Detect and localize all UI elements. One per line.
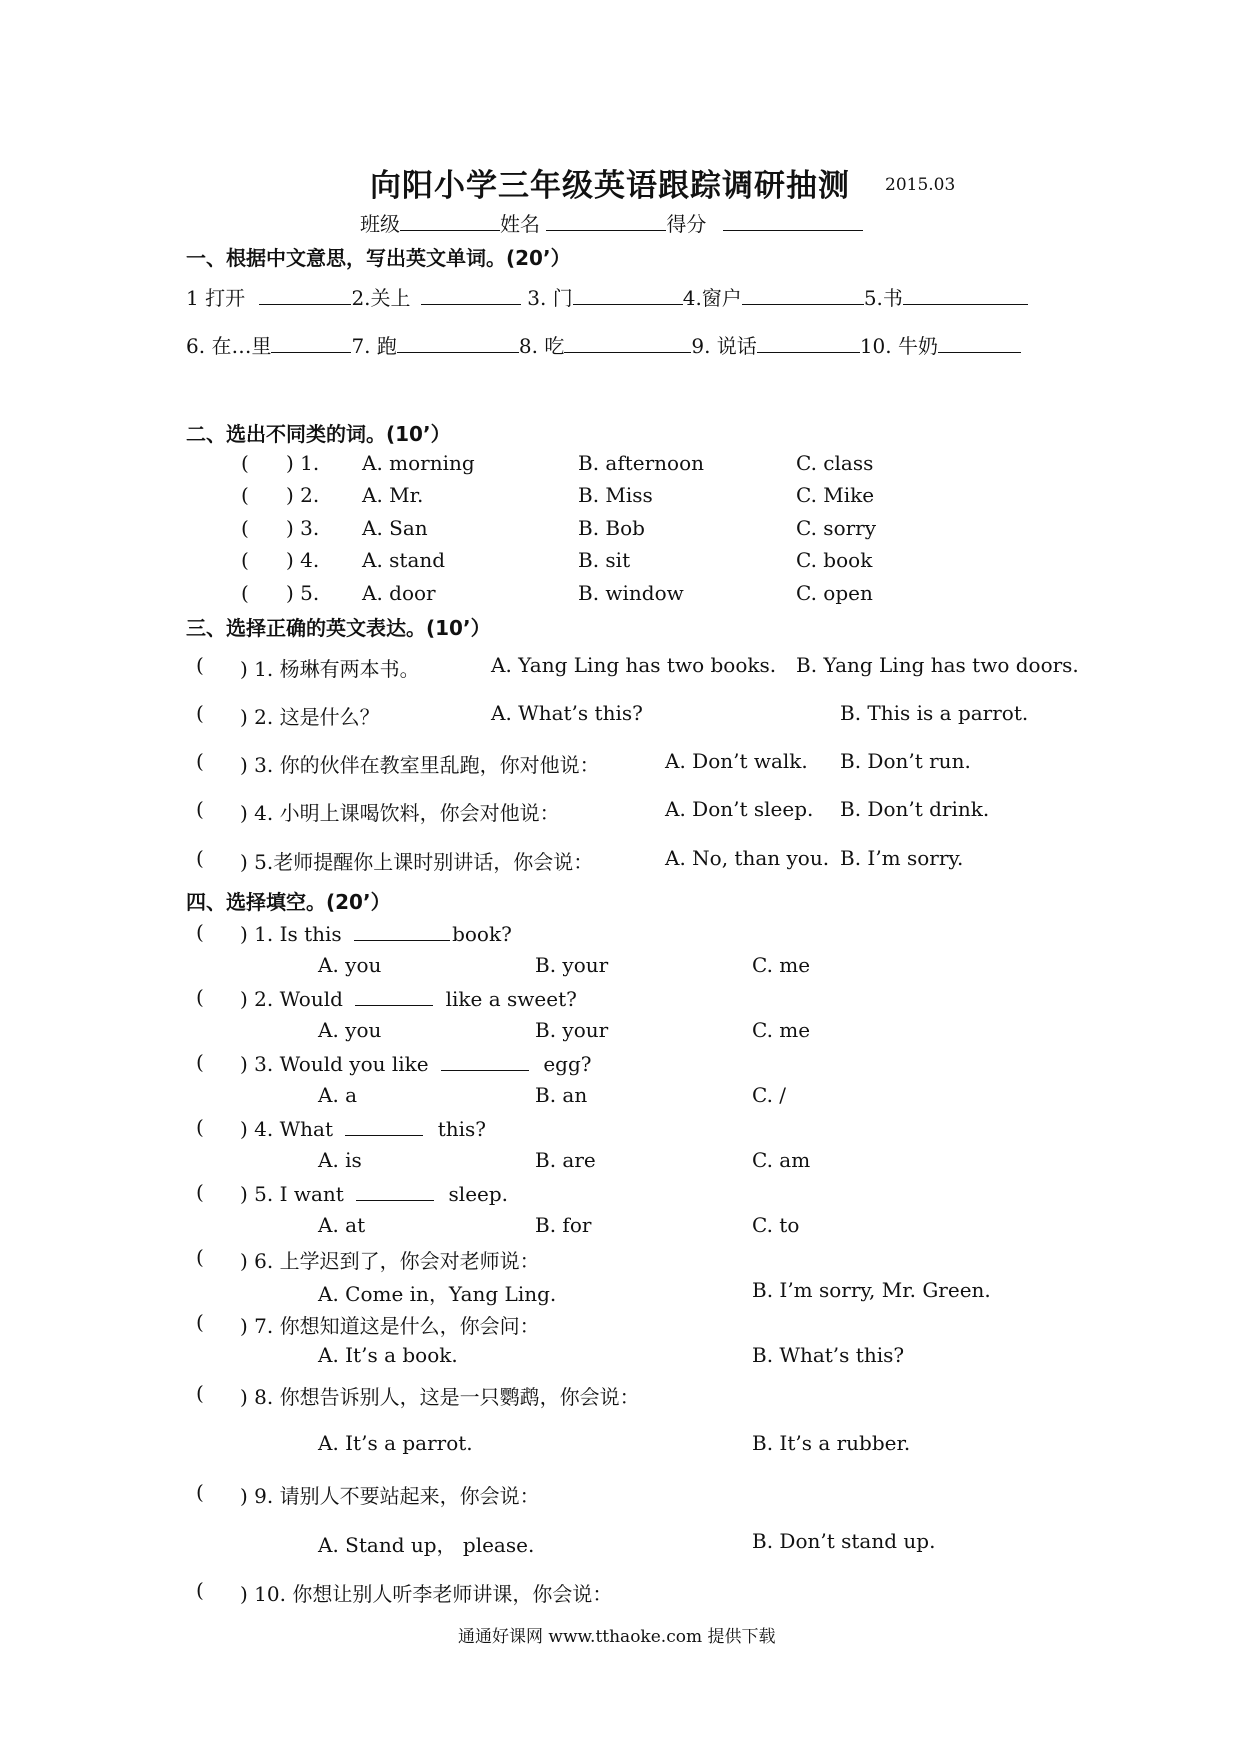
exam-date: 2015.03	[885, 175, 956, 195]
s2-paren[interactable]: (	[241, 483, 249, 507]
vocab-item-1: 1 打开	[186, 286, 246, 310]
s2-option-b: B. sit	[578, 548, 631, 572]
vocab-item-8: 8. 吃	[518, 334, 565, 358]
s4-paren[interactable]: (	[196, 985, 204, 1009]
s3-option-b: B. Don’t drink.	[840, 797, 990, 821]
vocab-item-3: 3. 门	[527, 286, 573, 310]
s2-num-4: ) 4.	[286, 548, 320, 572]
vocab-item-6: 6. 在…里	[186, 334, 272, 358]
s3-option-b: B. Don’t run.	[840, 749, 971, 773]
vocab-blank-5[interactable]	[903, 284, 1028, 305]
vocab-blank-3[interactable]	[573, 284, 683, 305]
vocab-row-1	[186, 282, 1028, 311]
section-3-heading: 三、选择正确的英文表达。(10’）	[186, 616, 491, 640]
s4-option-a: A. you	[318, 953, 382, 977]
s2-paren[interactable]: (	[241, 516, 249, 540]
s2-option-c: C. class	[796, 451, 874, 475]
vocab-blank-6[interactable]	[271, 332, 351, 353]
s4-paren[interactable]: (	[196, 1115, 204, 1139]
section-4-heading: 四、选择填空。(20’）	[186, 890, 391, 914]
s4-option-a: A. Come in，Yang Ling.	[318, 1282, 557, 1306]
s4-question-5	[240, 1180, 508, 1206]
s4-question-7: ) 7. 你想知道这是什么，你会问：	[240, 1314, 540, 1338]
s3-question-5: ) 5.老师提醒你上课时别讲话，你会说：	[240, 850, 594, 874]
vocab-blank-4[interactable]	[742, 284, 864, 305]
name-field[interactable]	[546, 210, 666, 231]
s4-q2-prefix: ) 2. Would	[240, 987, 343, 1011]
s4-q2-suffix: like a sweet?	[445, 987, 577, 1011]
s2-paren[interactable]: (	[241, 548, 249, 572]
s4-option-b: B. for	[535, 1213, 592, 1237]
vocab-item-9: 9. 说话	[691, 334, 757, 358]
name-label: 姓名	[500, 212, 540, 236]
s4-question-1	[240, 920, 512, 946]
s2-paren[interactable]: (	[241, 451, 249, 475]
vocab-item-7: 7. 跑	[351, 334, 397, 358]
s3-option-b: B. This is a parrot.	[840, 701, 1029, 725]
s2-option-b: B. Miss	[578, 483, 653, 507]
s4-option-c: C. me	[752, 1018, 811, 1042]
s3-paren[interactable]: (	[196, 846, 204, 870]
s4-question-10: ) 10. 你想让别人听李老师讲课，你会说：	[240, 1582, 613, 1606]
s4-q3-suffix: egg?	[543, 1052, 592, 1076]
s3-paren[interactable]: (	[196, 797, 204, 821]
s4-q4-blank[interactable]	[345, 1115, 423, 1136]
s3-paren[interactable]: (	[196, 749, 204, 773]
s4-q1-blank[interactable]	[354, 920, 450, 941]
s4-question-9: ) 9. 请别人不要站起来，你会说：	[240, 1484, 540, 1508]
s4-option-a: A. Stand up， please.	[318, 1533, 535, 1557]
s3-question-2: ) 2. 这是什么？	[240, 705, 380, 729]
vocab-item-5: 5.书	[863, 286, 903, 310]
s4-paren[interactable]: (	[196, 1310, 204, 1334]
s3-paren[interactable]: (	[196, 653, 204, 677]
s4-option-b: B. Don’t stand up.	[752, 1529, 936, 1553]
s2-num-3: ) 3.	[286, 516, 320, 540]
score-field[interactable]	[723, 210, 863, 231]
s4-option-a: A. you	[318, 1018, 382, 1042]
s2-option-a: A. San	[362, 516, 428, 540]
s4-option-a: A. It’s a book.	[318, 1343, 458, 1367]
s4-option-c: C. me	[752, 953, 811, 977]
s4-q5-blank[interactable]	[356, 1180, 434, 1201]
s4-q3-blank[interactable]	[441, 1050, 529, 1071]
s2-option-c: C. sorry	[796, 516, 877, 540]
section-2-heading: 二、选出不同类的词。(10’）	[186, 422, 451, 446]
s4-option-b: B. your	[535, 1018, 609, 1042]
s2-option-b: B. Bob	[578, 516, 645, 540]
section-1-heading: 一、根据中文意思，写出英文单词。(20’）	[186, 246, 571, 270]
s4-paren[interactable]: (	[196, 1050, 204, 1074]
vocab-blank-1[interactable]	[259, 284, 351, 305]
s3-option-a: A. Don’t sleep.	[665, 797, 814, 821]
s3-question-3: ) 3. 你的伙伴在教室里乱跑，你对他说：	[240, 753, 600, 777]
s2-num-2: ) 2.	[286, 483, 320, 507]
s4-option-b: B. your	[535, 953, 609, 977]
s4-question-6: ) 6. 上学迟到了，你会对老师说：	[240, 1249, 540, 1273]
s2-paren[interactable]: (	[241, 581, 249, 605]
vocab-item-10: 10. 牛奶	[859, 334, 938, 358]
s4-q1-suffix: book?	[452, 922, 512, 946]
vocab-blank-7[interactable]	[397, 332, 519, 353]
s2-option-a: A. door	[362, 581, 436, 605]
s4-option-c: C. to	[752, 1213, 800, 1237]
s4-q3-prefix: ) 3. Would you like	[240, 1052, 429, 1076]
s4-q2-blank[interactable]	[355, 985, 433, 1006]
s2-option-c: C. Mike	[796, 483, 875, 507]
s2-option-c: C. book	[796, 548, 873, 572]
s4-option-a: A. is	[318, 1148, 362, 1172]
s2-option-b: B. afternoon	[578, 451, 705, 475]
footer-credit: 通通好课网 www.tthaoke.com 提供下载	[458, 1627, 776, 1647]
s2-option-a: A. morning	[362, 451, 475, 475]
s4-question-4	[240, 1115, 486, 1141]
s4-paren[interactable]: (	[196, 1180, 204, 1204]
s4-q1-prefix: ) 1. Is this	[240, 922, 342, 946]
s3-question-1: ) 1. 杨琳有两本书。	[240, 657, 420, 681]
s3-paren[interactable]: (	[196, 701, 204, 725]
s2-option-a: A. stand	[362, 548, 446, 572]
s4-paren[interactable]: (	[196, 1245, 204, 1269]
s4-option-b: B. It’s a rubber.	[752, 1431, 911, 1455]
score-label: 得分	[666, 212, 707, 236]
vocab-blank-10[interactable]	[938, 332, 1021, 353]
s4-option-a: A. a	[318, 1083, 358, 1107]
vocab-blank-2[interactable]	[421, 284, 521, 305]
class-field[interactable]	[400, 210, 500, 231]
s4-option-c: C. am	[752, 1148, 811, 1172]
page-title: 向阳小学三年级英语跟踪调研抽测	[370, 168, 850, 204]
s4-option-a: A. at	[318, 1213, 366, 1237]
class-label: 班级	[360, 212, 400, 236]
s4-option-b: B. What’s this?	[752, 1343, 905, 1367]
s3-option-a: A. Yang Ling has two books.	[491, 653, 777, 677]
s4-option-b: B. are	[535, 1148, 596, 1172]
s3-option-a: A. Don’t walk.	[665, 749, 808, 773]
s4-question-8: ) 8. 你想告诉别人，这是一只鹦鹉，你会说：	[240, 1385, 640, 1409]
s4-paren[interactable]: (	[196, 920, 204, 944]
s4-q5-prefix: ) 5. I want	[240, 1182, 344, 1206]
s3-option-b: B. Yang Ling has two doors.	[796, 653, 1079, 677]
vocab-blank-8[interactable]	[564, 332, 691, 353]
s2-num-1: ) 1.	[286, 451, 320, 475]
vocab-row-2	[186, 330, 1021, 359]
s4-q5-suffix: sleep.	[448, 1182, 509, 1206]
student-info-row	[360, 208, 863, 237]
s3-option-b: B. I’m sorry.	[840, 846, 964, 870]
s3-option-a: A. What’s this?	[491, 701, 643, 725]
s2-option-a: A. Mr.	[362, 483, 424, 507]
s2-option-b: B. window	[578, 581, 684, 605]
s3-option-a: A. No, than you.	[665, 846, 830, 870]
s4-paren[interactable]: (	[196, 1381, 204, 1405]
s2-option-c: C. open	[796, 581, 873, 605]
s4-paren[interactable]: (	[196, 1578, 204, 1602]
s4-option-b: B. an	[535, 1083, 588, 1107]
s4-option-b: B. I’m sorry, Mr. Green.	[752, 1278, 991, 1302]
s4-paren[interactable]: (	[196, 1480, 204, 1504]
vocab-blank-9[interactable]	[757, 332, 860, 353]
vocab-item-4: 4.窗户	[682, 286, 742, 310]
s2-num-5: ) 5.	[286, 581, 320, 605]
s3-question-4: ) 4. 小明上课喝饮料，你会对他说：	[240, 801, 560, 825]
s4-option-a: A. It’s a parrot.	[318, 1431, 473, 1455]
vocab-item-2: 2.关上	[351, 286, 411, 310]
s4-option-c: C. /	[752, 1083, 787, 1107]
s4-q4-prefix: ) 4. What	[240, 1117, 333, 1141]
s4-q4-suffix: this?	[437, 1117, 487, 1141]
s4-question-2	[240, 985, 577, 1011]
s4-question-3	[240, 1050, 592, 1076]
